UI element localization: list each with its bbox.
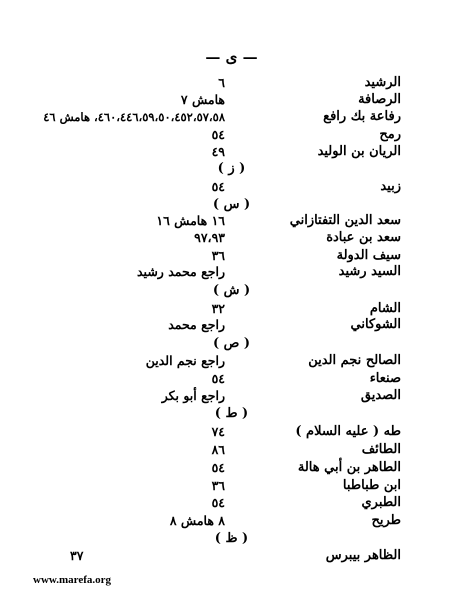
entry-term: الصديق — [360, 388, 401, 403]
entry-page-ref: ٩٧،٩٣ — [194, 230, 225, 245]
section-letter: ( ز ) — [217, 161, 246, 176]
entry-term: السيد رشيد — [338, 264, 401, 279]
entry-term: الطائف — [361, 442, 401, 457]
entry-term: الريان بن الوليد — [317, 144, 401, 159]
entry-term: الشام — [369, 301, 401, 316]
index-entry — [0, 422, 463, 442]
entry-page-ref: ٣٧ — [70, 548, 84, 563]
entry-page-ref: ٥٤ — [211, 495, 225, 510]
entry-page-ref: راجع نجم الدين — [145, 353, 225, 368]
index-entry — [0, 262, 463, 282]
index-entry — [0, 177, 463, 197]
entry-page-ref: ٨ هامش ٨ — [169, 513, 225, 528]
index-entry — [0, 142, 463, 162]
entry-page-ref: ١٦ هامش ١٦ — [156, 213, 225, 228]
entry-page-ref: ٥٤ — [211, 127, 225, 142]
entry-term: طريح — [371, 513, 401, 528]
entry-page-ref: ٣٢ — [211, 301, 225, 316]
entry-term: سعد بن عبادة — [326, 230, 401, 245]
entry-page-ref: ٥٤ — [211, 371, 225, 386]
entry-term: الشوكاني — [350, 317, 401, 332]
index-entry — [0, 546, 463, 566]
entry-page-ref: ٥٤ — [211, 179, 225, 194]
entry-term: طه ( عليه السلام ) — [295, 424, 401, 439]
section-letter: ( ص ) — [212, 336, 251, 351]
entry-term: الطبري — [361, 495, 401, 510]
entry-term: الصالح نجم الدين — [308, 353, 401, 368]
section-letter: ( س ) — [212, 197, 251, 212]
entry-page-ref: ٧٤ — [211, 424, 225, 439]
entry-page-ref: راجع محمد رشيد — [137, 264, 225, 279]
index-entry — [0, 493, 463, 513]
entry-term: الرصافة — [358, 92, 401, 107]
index-entry — [0, 386, 463, 406]
footer-url: www.marefa.org — [33, 574, 111, 586]
section-letter: ( ظ ) — [214, 531, 249, 546]
entry-page-ref: هامش ٧ — [180, 92, 225, 107]
entry-page-ref: راجع محمد — [168, 317, 225, 332]
entry-term: الطاهر بن أبي هالة — [297, 460, 401, 475]
entry-term: الرشيد — [364, 75, 401, 90]
index-entry — [0, 351, 463, 371]
entry-term: زبيد — [380, 179, 401, 194]
entry-term: الظاهر بيبرس — [325, 548, 401, 563]
entry-term: ابن طباطبا — [342, 478, 401, 493]
index-entry — [0, 440, 463, 460]
index-entry — [0, 107, 463, 127]
entry-term: سيف الدولة — [336, 248, 401, 263]
section-letter: ( ط ) — [214, 406, 249, 421]
entry-term: رمح — [379, 127, 401, 142]
entry-page-ref: ٨٦ — [211, 442, 225, 457]
index-entry — [0, 315, 463, 335]
entry-term: صنعاء — [369, 371, 401, 386]
entry-term: سعد الدين التفتازاني — [289, 213, 401, 228]
entry-page-ref: ٦ — [218, 75, 225, 90]
entry-page-ref: ٣٦ — [211, 478, 225, 493]
entry-page-ref: ٤٩ — [211, 144, 225, 159]
index-entry — [0, 228, 463, 248]
index-entry — [0, 511, 463, 531]
page-header: — ى — — [205, 48, 258, 66]
index-entry — [0, 458, 463, 478]
entry-page-ref: ٤٦٠،٤٤٦،٥٩،٥٠،٤٥٢،٥٧،٥٨، هامش ٤٦ — [43, 110, 225, 124]
section-letter: ( ش ) — [212, 283, 251, 298]
entry-page-ref: ٣٦ — [211, 248, 225, 263]
entry-page-ref: ٥٤ — [211, 460, 225, 475]
entry-term: رفاعة بك رافع — [323, 109, 401, 124]
entry-page-ref: راجع أبو بكر — [161, 388, 225, 403]
